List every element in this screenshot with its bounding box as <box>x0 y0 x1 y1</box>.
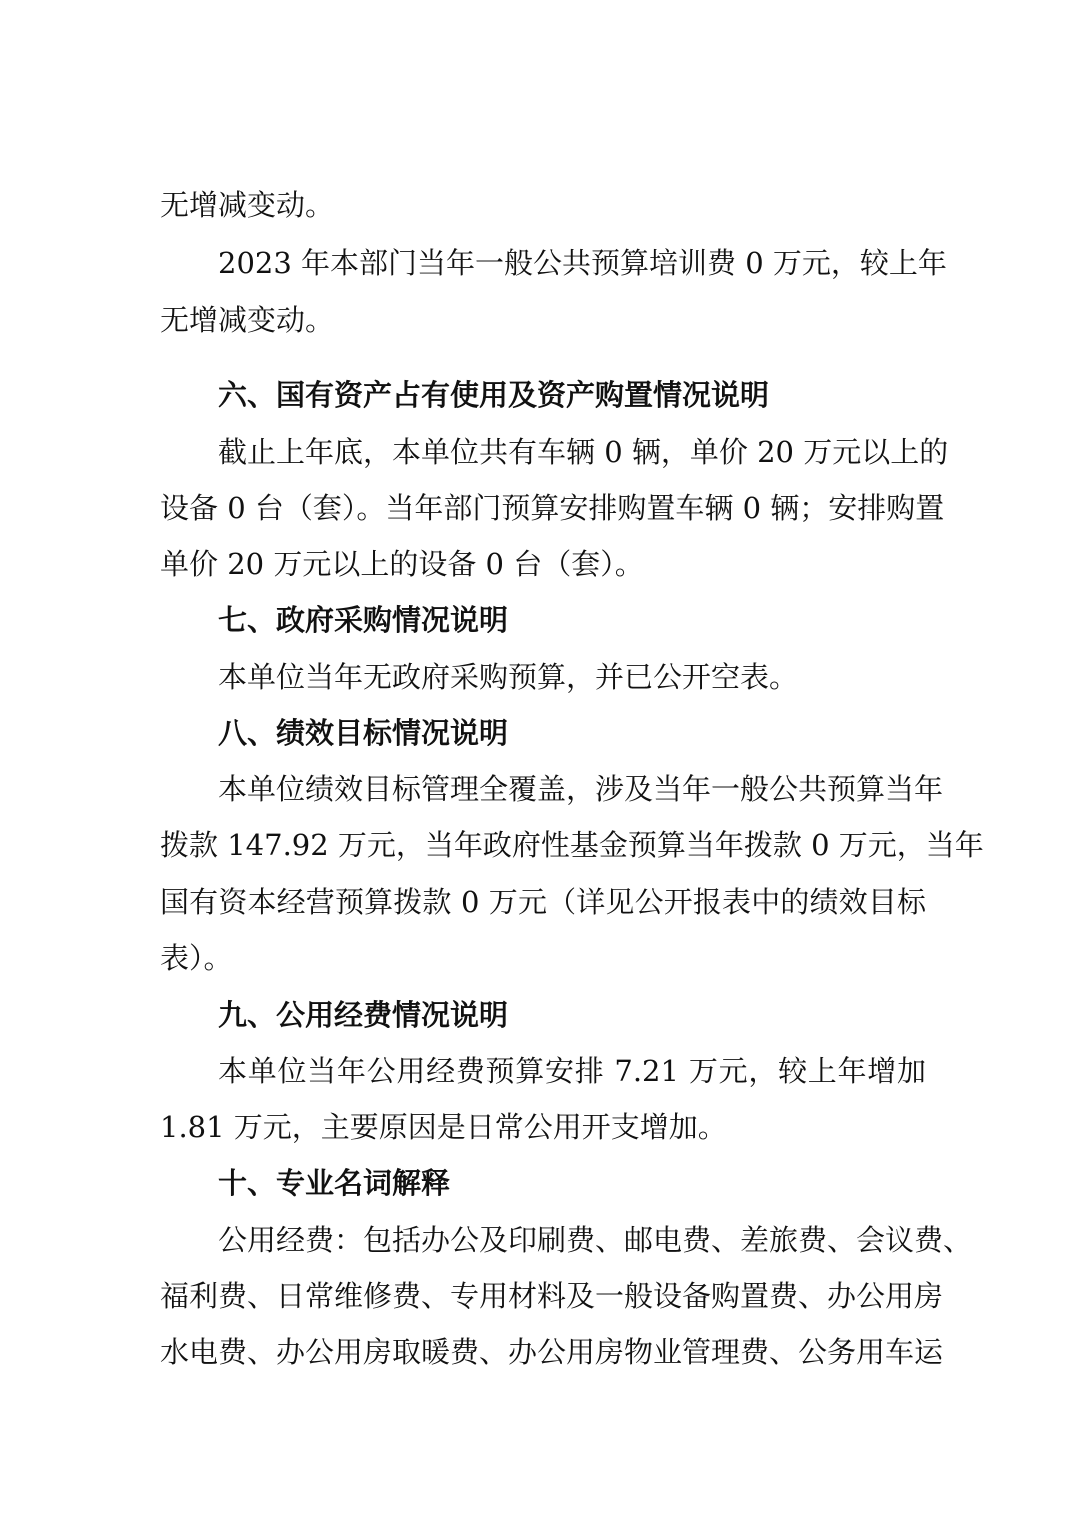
text-line: 水电费、办公用房取暖费、办公用房物业管理费、公务用车运 <box>160 1335 944 1369</box>
text-line: 设备 0 台（套）。当年部门预算安排购置车辆 0 辆；安排购置 <box>160 491 945 525</box>
text-line: 无增减变动。 <box>160 303 335 337</box>
text-line: 福利费、日常维修费、专用材料及一般设备购置费、办公用房 <box>160 1279 944 1313</box>
text-line: 2023 年本部门当年一般公共预算培训费 0 万元，较上年 <box>218 246 947 280</box>
section-heading: 十、专业名词解释 <box>218 1166 451 1200</box>
section-heading: 九、公用经费情况说明 <box>218 998 509 1032</box>
text-line: 本单位绩效目标管理全覆盖，涉及当年一般公共预算当年 <box>218 772 944 806</box>
section-heading: 八、绩效目标情况说明 <box>218 716 509 750</box>
text-line: 本单位当年无政府采购预算，并已公开空表。 <box>218 660 799 694</box>
text-line: 本单位当年公用经费预算安排 7.21 万元，较上年增加 <box>218 1054 926 1088</box>
text-line: 国有资本经营预算拨款 0 万元（详见公开报表中的绩效目标 <box>160 885 926 919</box>
text-line: 单价 20 万元以上的设备 0 台（套）。 <box>160 547 644 581</box>
text-line: 1.81 万元，主要原因是日常公用开支增加。 <box>160 1110 727 1144</box>
section-heading: 七、政府采购情况说明 <box>218 603 509 637</box>
section-heading: 六、国有资产占有使用及资产购置情况说明 <box>218 378 770 412</box>
text-line: 拨款 147.92 万元，当年政府性基金预算当年拨款 0 万元，当年 <box>160 828 984 862</box>
text-line: 无增减变动。 <box>160 188 335 222</box>
text-line: 公用经费：包括办公及印刷费、邮电费、差旅费、会议费、 <box>218 1223 973 1257</box>
text-line: 截止上年底，本单位共有车辆 0 辆，单价 20 万元以上的 <box>218 435 949 469</box>
text-line: 表）。 <box>160 941 233 975</box>
